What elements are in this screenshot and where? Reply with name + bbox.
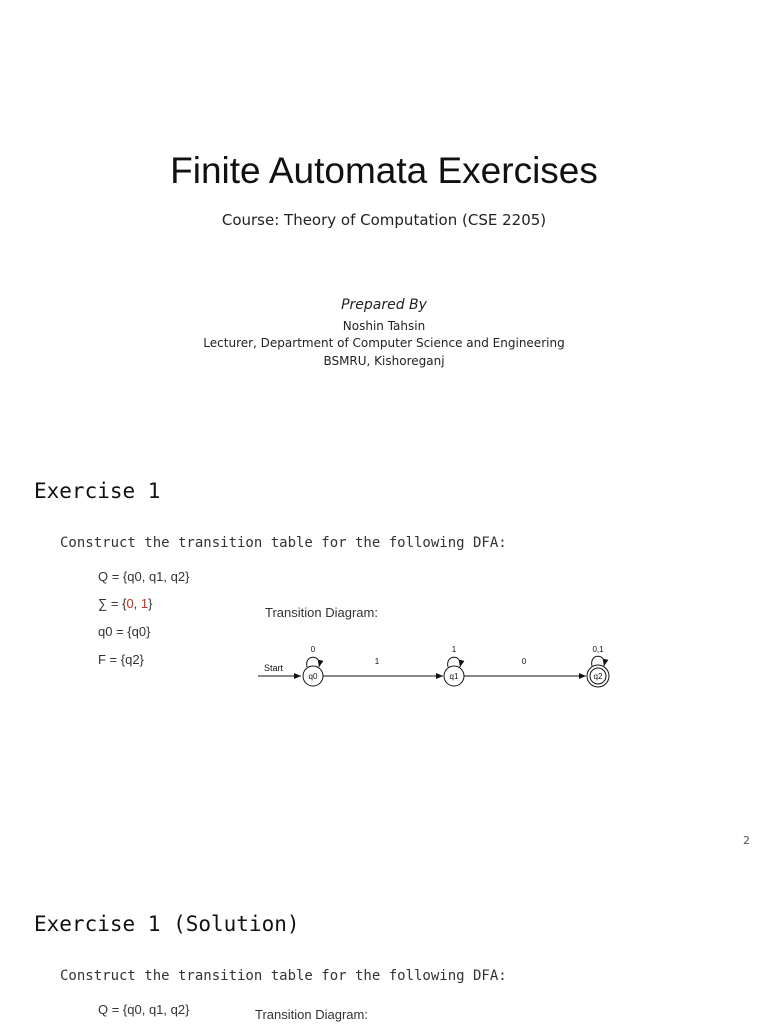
sigma-symbol-1: 1 (140, 596, 149, 611)
sigma-suffix: } (148, 596, 153, 611)
state-q1-label: q1 (449, 672, 459, 681)
transition-diagram (250, 640, 630, 700)
author-name: Noshin Tahsin (342, 319, 426, 333)
spec-alphabet (98, 596, 152, 611)
course-subtitle: Course: Theory of Computation (CSE 2205) (221, 211, 547, 229)
edge-q1-q2-label: 0 (521, 657, 527, 666)
page-number: 2 (743, 834, 750, 847)
spec-start-state: q0 = {q0} (98, 624, 151, 639)
start-label: Start (264, 663, 284, 673)
author-position: Lecturer, Department of Computer Science and Engineering (203, 336, 565, 350)
page-title: Finite Automata Exercises (170, 150, 598, 191)
state-q0-label: q0 (308, 672, 318, 681)
spec-final-states: F = {q2} (98, 652, 144, 667)
solution-prompt: Construct the transition table for the following DFA: (60, 968, 507, 984)
prepared-by-label: Prepared By (341, 297, 427, 313)
author-institution: BSMRU, Kishoreganj (323, 354, 445, 368)
sigma-symbol-0: 0 (126, 596, 134, 611)
state-q2-label: q2 (593, 672, 603, 681)
spec-states: Q = {q0, q1, q2} (98, 569, 190, 584)
solution-heading: Exercise 1 (Solution) (34, 912, 300, 936)
edge-q0-q1-label: 1 (374, 657, 380, 666)
diagram-label: Transition Diagram: (265, 605, 378, 620)
solution-diagram-label: Transition Diagram: (255, 1007, 368, 1022)
exercise-prompt: Construct the transition table for the following DFA: (60, 535, 507, 551)
solution-spec-states: Q = {q0, q1, q2} (98, 1002, 190, 1017)
loop-q1-label: 1 (451, 645, 457, 654)
sigma-prefix: ∑ = { (98, 596, 127, 611)
sigma-separator: , (133, 596, 141, 611)
loop-q0-label: 0 (310, 645, 316, 654)
exercise-heading: Exercise 1 (34, 479, 161, 503)
loop-q2-label: 0,1 (592, 645, 604, 654)
